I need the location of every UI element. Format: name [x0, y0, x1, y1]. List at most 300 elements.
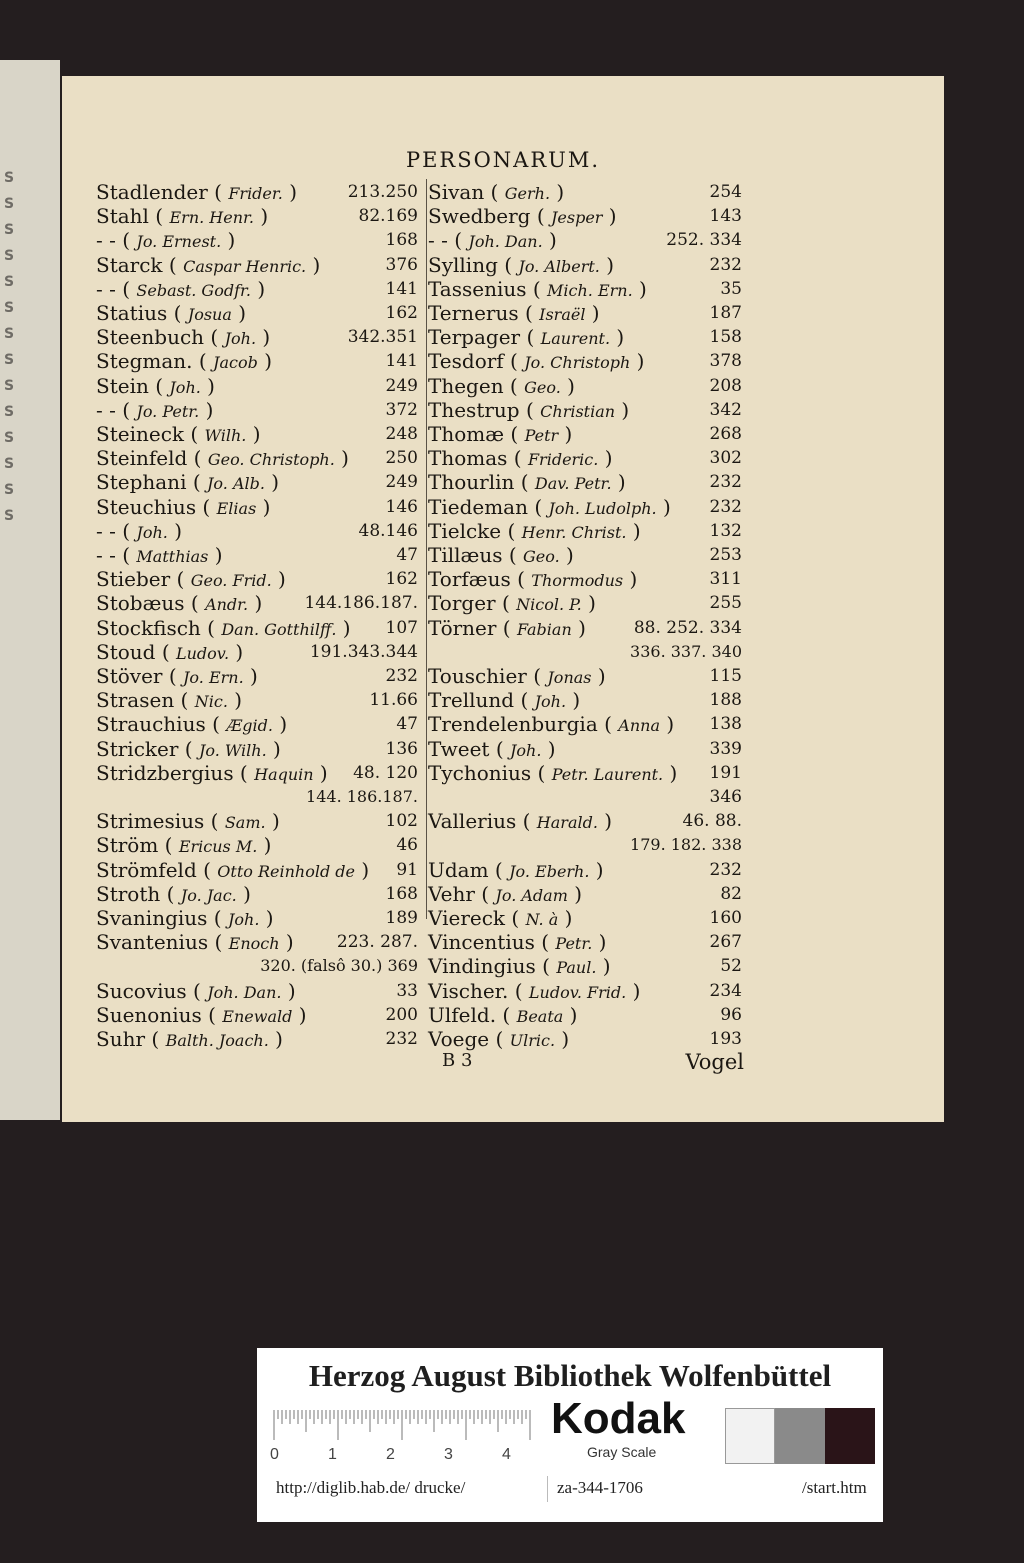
index-entry-pages: 249	[385, 472, 418, 493]
index-entry-label: Tweet ( Joh. )	[428, 736, 556, 761]
index-entry	[96, 616, 418, 640]
index-entry-name: Svantenius	[96, 930, 209, 955]
index-entry	[96, 398, 418, 422]
index-entry-forename: Petr. Laurent.	[551, 764, 664, 784]
index-entry-forename: Thormodus	[531, 571, 624, 591]
index-entry-name: Ström	[96, 833, 159, 858]
index-entry-label: Stöver ( Jo. Ern. )	[96, 664, 258, 688]
index-entry-label: Sylling ( Jo. Albert. )	[428, 252, 615, 277]
index-entry	[96, 374, 418, 398]
index-entry-label: Tychonius ( Petr. Laurent. )	[428, 760, 678, 785]
index-entry-name: Torger	[428, 591, 496, 616]
index-entry-name: Törner	[428, 615, 497, 640]
index-entry-forename: Jo. Jac.	[180, 885, 237, 905]
index-entry	[96, 979, 418, 1003]
index-entry-label: Torger ( Nicol. P. )	[428, 591, 596, 616]
index-entry-label: Strömfeld ( Otto Reinhold de )	[96, 857, 370, 882]
index-entry-label: Stockfisch ( Dan. Gotthilff. )	[96, 615, 351, 640]
index-entry-label: Tielcke ( Henr. Christ. )	[428, 518, 641, 543]
shelfmark-code: za-344-1706	[557, 1478, 643, 1497]
index-entry-pages: 136	[385, 738, 418, 759]
index-entry	[428, 519, 742, 543]
signature-mark: B 3	[442, 1050, 473, 1071]
edge-glyph: S	[4, 170, 15, 186]
source-url: http://diglib.hab.de/ drucke/	[276, 1478, 466, 1497]
index-entry	[428, 398, 742, 422]
index-entry-pages: 35	[720, 278, 742, 299]
index-entry-pages: 141	[385, 278, 418, 299]
index-entry	[96, 833, 418, 857]
index-entry	[428, 809, 742, 833]
index-entry	[428, 737, 742, 761]
index-entry-name: Stöver	[96, 664, 163, 688]
gray-scale-label: Gray Scale	[587, 1444, 657, 1460]
index-entry-forename: Beata	[516, 1006, 564, 1026]
index-entry-name: Stricker	[96, 736, 179, 761]
index-entry	[428, 858, 742, 882]
index-entry-pages: 248	[385, 424, 418, 444]
index-entry-name: Stridzbergius	[96, 760, 234, 785]
index-entry-forename: Sam.	[224, 813, 266, 833]
index-entry	[428, 882, 742, 906]
index-entry-pages: 232	[385, 1029, 418, 1049]
index-entry-label: Tassenius ( Mich. Ern. )	[428, 276, 647, 301]
index-entry-pages: 193	[709, 1029, 742, 1049]
index-entry-name: Tiedeman	[428, 494, 528, 519]
index-entry-forename: Christian	[540, 401, 616, 421]
index-entry	[96, 591, 418, 615]
index-entry-pages: 91	[396, 859, 418, 880]
index-entry-label: Statius ( Josua )	[96, 301, 247, 325]
index-entry	[428, 228, 742, 252]
index-entry-pages: 191	[709, 762, 742, 783]
index-entry-name: Stadlender	[96, 180, 208, 204]
index-entry-label: Ternerus ( Israël )	[428, 301, 600, 325]
index-entry-name: Tielcke	[428, 518, 502, 543]
color-target-card	[257, 1348, 883, 1522]
edge-glyph: S	[4, 300, 15, 316]
index-entry-pages: 208	[709, 375, 742, 396]
index-entry-pages: 188	[709, 690, 742, 711]
index-entry-name: Stahl	[96, 204, 149, 229]
index-entry	[96, 1027, 418, 1051]
index-entry-name: Strömfeld	[96, 857, 197, 882]
ruler-number: 4	[502, 1446, 511, 1463]
index-entry-pages: 47	[396, 545, 418, 565]
index-entry-forename: Josua	[187, 305, 232, 324]
index-entry-name: Sivan	[428, 180, 485, 204]
index-entry	[428, 785, 742, 809]
index-entry-forename: Ulric.	[509, 1031, 556, 1050]
index-entry	[96, 228, 418, 252]
index-entry-name: Tychonius	[428, 760, 532, 785]
index-entry-label: Steuchius ( Elias )	[96, 494, 271, 519]
index-entry-forename: Jesper	[551, 208, 603, 228]
index-entry-pages: 232	[709, 254, 742, 275]
index-entry-forename: Geo.	[524, 377, 561, 397]
index-entry-name: Trendelenburgia	[428, 712, 598, 737]
institution-name: Herzog August Bibliothek Wolfenbüttel	[308, 1358, 832, 1393]
index-entry-label: Tiedeman ( Joh. Ludolph. )	[428, 494, 671, 519]
index-entry-label: Tesdorf ( Jo. Christoph )	[428, 349, 645, 374]
index-entry-label: Stieber ( Geo. Frid. )	[96, 567, 286, 592]
index-entry	[96, 470, 418, 494]
index-entry	[428, 422, 742, 446]
index-entry	[428, 954, 742, 978]
index-entry	[96, 809, 418, 833]
index-entry	[428, 277, 742, 301]
index-entry-pages: 143	[709, 206, 742, 227]
index-entry-pages: 342	[709, 399, 742, 420]
edge-glyph: S	[4, 248, 15, 264]
index-entry-forename: Jo. Petr.	[136, 401, 200, 421]
edge-glyph: S	[4, 456, 15, 472]
index-entry-forename: Jo. Alb.	[207, 474, 265, 494]
index-entry-forename: Ludov.	[176, 643, 230, 663]
index-entry-pages: 255	[709, 593, 742, 614]
index-entry	[96, 519, 418, 543]
index-entry-label: Starck ( Caspar Henric. )	[96, 252, 321, 277]
index-entry-label: Strasen ( Nic. )	[96, 688, 243, 713]
index-entry-label: Udam ( Jo. Eberh. )	[428, 857, 604, 882]
edge-glyph: S	[4, 378, 15, 394]
running-head: PERSONARUM.	[405, 148, 601, 172]
index-entry-forename: Otto Reinhold de	[217, 861, 356, 881]
index-entry-forename: Ericus M.	[178, 837, 258, 857]
index-entry-label: - - ( Sebast. Godfr. )	[96, 276, 266, 301]
index-entry-forename: Mich. Ern.	[547, 280, 633, 300]
index-entry-name: Tassenius	[428, 276, 527, 301]
index-entry	[428, 979, 742, 1003]
index-entry-label: Touschier ( Jonas )	[428, 664, 606, 688]
gray-scale-swatches	[725, 1408, 875, 1464]
index-entry-label: Strauchius ( Ægid. )	[96, 712, 288, 737]
index-entry-name: Steineck	[96, 422, 185, 446]
ruler-number: 2	[386, 1446, 395, 1463]
index-entry-name: Torfæus	[428, 567, 511, 592]
edge-glyph: S	[4, 352, 15, 368]
index-entry-pages: 311	[709, 569, 742, 590]
index-entry-pages: 158	[709, 327, 742, 348]
index-entry-forename: Joh. Ludolph.	[548, 498, 657, 518]
index-entry	[96, 180, 418, 204]
index-entry	[428, 712, 742, 736]
index-entry-label: Vincentius ( Petr. )	[428, 930, 607, 955]
index-entry-pages: 234	[709, 980, 742, 1001]
index-entry-forename: Joh.	[224, 329, 257, 349]
index-entry-label: Trendelenburgia ( Anna )	[428, 712, 675, 737]
index-entry-forename: Sebast. Godfr.	[136, 280, 251, 300]
index-entry-forename: Geo. Frid.	[190, 571, 272, 591]
swatch-light	[725, 1408, 775, 1464]
index-entry-label: Terpager ( Laurent. )	[428, 325, 625, 350]
ruler-numbers	[270, 1446, 550, 1468]
index-entry-name: Vehr	[428, 881, 475, 906]
index-entry	[428, 761, 742, 785]
index-entry-label: Stoud ( Ludov. )	[96, 639, 244, 664]
index-entry	[96, 543, 418, 567]
index-entry	[428, 349, 742, 373]
edge-glyph: S	[4, 404, 15, 420]
index-entry	[96, 737, 418, 761]
index-entry-name: Stegman.	[96, 349, 193, 374]
index-entry-name: Vischer.	[428, 978, 509, 1003]
index-entry-name: Thomæ	[428, 422, 505, 446]
index-entry-label: Thourlin ( Dav. Petr. )	[428, 470, 626, 495]
index-entry	[96, 906, 418, 930]
index-entry-pages: 144. 186.187.	[306, 787, 418, 806]
index-entry-forename: Jo. Ern.	[183, 668, 244, 687]
index-entry-forename: Joh.	[227, 910, 260, 929]
index-entry	[96, 301, 418, 325]
index-entry-forename: Jo. Albert.	[518, 256, 600, 276]
index-entry-forename: Ludov. Frid.	[528, 982, 627, 1002]
index-entry-forename: Enoch	[228, 934, 280, 954]
index-entry-forename: Jacob	[213, 353, 258, 373]
index-entry-name: Strauchius	[96, 712, 206, 737]
index-entry-pages: 168	[385, 230, 418, 251]
index-entry-pages: 213.250	[347, 182, 418, 202]
index-entry	[428, 640, 742, 664]
index-entry	[428, 616, 742, 640]
index-entry-name: Statius	[96, 301, 168, 325]
index-entry-pages: 162	[385, 569, 418, 590]
index-entry-forename: Balth. Joach.	[165, 1031, 269, 1050]
index-entry	[96, 1003, 418, 1027]
index-entry-name: Tweet	[428, 736, 490, 761]
index-entry-forename: Petr.	[555, 934, 593, 954]
index-entry	[96, 253, 418, 277]
index-entry-label: Stroth ( Jo. Jac. )	[96, 881, 251, 906]
index-entry-name: Vincentius	[428, 930, 535, 955]
index-entry-label: Thomas ( Frideric. )	[428, 446, 613, 471]
index-entry-forename: Joh.	[169, 377, 201, 397]
index-entry-pages: 82.169	[358, 206, 418, 227]
index-entry-pages: 102	[385, 811, 418, 832]
index-entry-pages: 250	[385, 448, 418, 469]
index-entry-pages: 372	[385, 399, 418, 420]
index-entry	[96, 954, 418, 978]
index-entry-label: Vischer. ( Ludov. Frid. )	[428, 978, 641, 1003]
index-entry-forename: N. à	[525, 910, 559, 929]
index-entry	[96, 858, 418, 882]
index-entry-label: Steinfeld ( Geo. Christoph. )	[96, 446, 349, 471]
index-entry-name: Steenbuch	[96, 325, 205, 350]
edge-glyph: S	[4, 508, 15, 524]
index-entry-pages: 302	[709, 448, 742, 469]
index-entry-forename: Dav. Petr.	[534, 474, 612, 494]
index-entry-name: Tesdorf	[428, 349, 504, 374]
index-entry-forename: Laurent.	[540, 329, 611, 349]
index-entry-name: Thourlin	[428, 470, 515, 495]
ruler-number: 1	[328, 1446, 337, 1463]
index-entry-label: Stridzbergius ( Haquin )	[96, 760, 328, 785]
index-entry-forename: Enewald	[222, 1006, 293, 1026]
index-entry-label: - - ( Matthias )	[96, 543, 223, 567]
index-entry-pages: 48.146	[358, 520, 418, 541]
index-entry	[96, 712, 418, 736]
index-entry-name: Stephani	[96, 470, 187, 495]
index-entry-label: - - ( Jo. Petr. )	[96, 397, 214, 422]
index-entry	[96, 640, 418, 664]
index-entry-pages: 138	[709, 714, 742, 735]
index-entry-label: Vallerius ( Harald. )	[428, 809, 613, 834]
index-entry-forename: Jo. Adam	[495, 885, 568, 905]
ruler-number: 3	[444, 1446, 453, 1463]
index-entry	[96, 567, 418, 591]
index-entry	[428, 543, 742, 567]
index-entry-pages: 232	[385, 666, 418, 686]
index-entry	[428, 664, 742, 688]
index-entry-pages: 339	[709, 738, 742, 759]
index-entry-forename: Ægid.	[226, 716, 273, 736]
url-suffix: /start.htm	[802, 1478, 867, 1497]
index-entry-pages: 253	[709, 545, 742, 565]
index-entry-pages: 48. 120	[353, 762, 418, 783]
index-entry-pages: 160	[709, 908, 742, 928]
index-entry	[428, 591, 742, 615]
index-entry-pages: 223. 287.	[336, 932, 418, 953]
index-page	[62, 76, 944, 1122]
index-entry-name: - -	[428, 228, 448, 253]
index-entry-forename: Wilh.	[204, 426, 247, 445]
index-entry-pages: 115	[709, 666, 742, 686]
index-entry	[96, 277, 418, 301]
index-entry-name: Stroth	[96, 881, 161, 906]
index-entry-pages: 187	[709, 303, 742, 323]
index-entry-label: Steenbuch ( Joh. )	[96, 325, 271, 350]
index-entry	[96, 495, 418, 519]
index-entry-name: Strasen	[96, 688, 175, 713]
index-entry-label: Stricker ( Jo. Wilh. )	[96, 736, 281, 761]
index-entry-forename: Haquin	[254, 764, 314, 784]
index-entry-label: - - ( Joh. Dan. )	[428, 228, 557, 253]
index-entry-forename: Petr	[524, 426, 559, 445]
index-entry	[96, 349, 418, 373]
index-entry-pages: 11.66	[369, 690, 418, 711]
index-entry-label: Trellund ( Joh. )	[428, 688, 581, 713]
index-entry-pages: 232	[709, 859, 742, 880]
index-entry-label: Svantenius ( Enoch )	[96, 930, 294, 955]
index-entry	[428, 567, 742, 591]
catchword: Vogel	[685, 1050, 744, 1074]
index-entry-forename: Nic.	[194, 692, 228, 712]
index-entry-label: Voege ( Ulric. )	[428, 1027, 570, 1051]
index-entry-forename: Joh. Dan.	[468, 232, 543, 252]
index-entry-label: Strimesius ( Sam. )	[96, 809, 280, 834]
index-entry-pages: 33	[396, 980, 418, 1001]
edge-glyph: S	[4, 196, 15, 212]
index-entry-label: Vindingius ( Paul. )	[428, 954, 611, 979]
index-entry-pages: 252. 334	[666, 230, 742, 251]
index-entry-pages: 96	[720, 1004, 742, 1025]
index-entry-forename: Jonas	[547, 668, 592, 687]
index-entry-label: Stephani ( Jo. Alb. )	[96, 470, 280, 495]
edge-glyph: S	[4, 482, 15, 498]
index-entry-name: Thestrup	[428, 397, 520, 422]
index-entry-label: Stegman. ( Jacob )	[96, 349, 273, 374]
index-entry-label: Tillæus ( Geo. )	[428, 543, 574, 567]
index-entry-name: Trellund	[428, 688, 515, 713]
index-entry-name: Vallerius	[428, 809, 517, 834]
index-entry-forename: Matthias	[136, 547, 209, 566]
index-entry	[428, 495, 742, 519]
index-entry-forename: Harald.	[536, 813, 598, 833]
index-entry-pages: 179. 182. 338	[630, 835, 742, 855]
index-entry	[96, 422, 418, 446]
index-entry	[96, 664, 418, 688]
index-entry-name: Ternerus	[428, 301, 519, 325]
index-entry	[428, 1003, 742, 1027]
index-entry-pages: 141	[385, 351, 418, 372]
column-divider	[426, 179, 427, 919]
index-entry-label: - - ( Jo. Ernest. )	[96, 228, 236, 253]
index-entry-name: - -	[96, 397, 116, 422]
index-entry-name: Stoud	[96, 639, 156, 664]
index-entry-forename: Jo. Christoph	[524, 353, 631, 373]
index-entry-pages: 146	[385, 496, 418, 517]
index-entry-label: Suhr ( Balth. Joach. )	[96, 1027, 283, 1051]
index-entry-forename: Geo. Christoph.	[207, 450, 335, 470]
index-entry-name: Starck	[96, 252, 163, 277]
index-entry-name: Voege	[428, 1027, 490, 1051]
index-entry	[428, 470, 742, 494]
index-entry-name: Ulfeld.	[428, 1002, 497, 1027]
index-entry-pages: 378	[709, 351, 742, 372]
index-entry	[428, 301, 742, 325]
adjacent-page-edge	[0, 60, 60, 1120]
index-entry-forename: Joh.	[534, 692, 567, 712]
code-divider	[547, 1476, 548, 1502]
brand-logo: Kodak	[551, 1394, 686, 1443]
index-entry-pages: 254	[709, 182, 742, 202]
index-entry	[96, 882, 418, 906]
index-entry	[428, 204, 742, 228]
index-entry	[96, 325, 418, 349]
index-entry-name: Viereck	[428, 906, 506, 930]
index-entry-label: Ström ( Ericus M. )	[96, 833, 272, 858]
index-entry-name: Stockfisch	[96, 615, 201, 640]
index-entry	[428, 253, 742, 277]
index-entry-forename: Frideric.	[527, 450, 599, 470]
index-entry	[96, 761, 418, 785]
index-entry	[428, 833, 742, 857]
index-entry-pages: 232	[709, 496, 742, 517]
index-entry-forename: Paul.	[556, 958, 597, 978]
ruler-number: 0	[270, 1446, 279, 1463]
index-entry-pages: 232	[709, 472, 742, 493]
index-entry-pages: 107	[385, 617, 418, 638]
index-entry-name: Stobæus	[96, 591, 185, 616]
index-entry	[428, 374, 742, 398]
measuring-ruler	[270, 1406, 535, 1450]
index-entry-forename: Joh. Dan.	[207, 982, 282, 1002]
index-entry-pages: 376	[385, 254, 418, 275]
index-entry	[428, 325, 742, 349]
index-entry-name: - -	[96, 228, 116, 253]
index-entry-forename: Anna	[618, 716, 660, 736]
index-entry-forename: Ern. Henr.	[169, 208, 254, 228]
index-entry-label: Vehr ( Jo. Adam )	[428, 881, 583, 906]
index-entry-name: Svaningius	[96, 906, 208, 930]
index-entry-pages: 47	[396, 714, 418, 735]
index-entry-pages: 268	[709, 424, 742, 444]
index-entry-name: Swedberg	[428, 204, 531, 229]
index-entry	[428, 446, 742, 470]
index-entry-label: Stein ( Joh. )	[96, 373, 215, 398]
index-entry-pages: 52	[720, 956, 742, 977]
index-entry-label: Sucovius ( Joh. Dan. )	[96, 978, 296, 1003]
